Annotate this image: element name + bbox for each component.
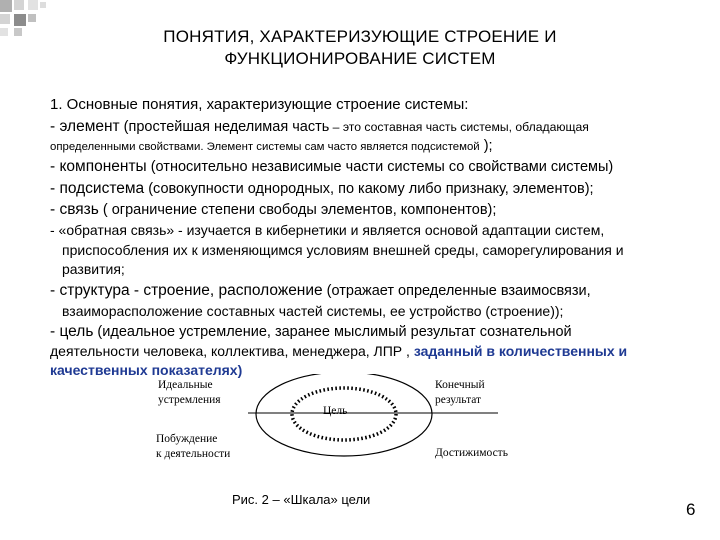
body-line-8: приспособления их к изменяющимся условиям внешней среды, саморегулирования и (62, 242, 624, 258)
body-line-13: деятельности человека, коллектива, менеджера, ЛПР , заданный в количественных и (50, 343, 628, 359)
term-element: - элемент (50, 118, 120, 135)
slide-title (100, 26, 620, 70)
body-line-6: - связь ( ограничение степени свободы элементов, компонентов); (50, 201, 497, 218)
corner-decoration (0, 0, 60, 45)
label-goal: Цель (323, 405, 348, 417)
page-number: 6 (686, 500, 696, 519)
label-achievability: Достижимость (435, 447, 508, 459)
goal-scale-diagram (148, 374, 588, 474)
body-line-11: взаиморасположение составных частей системы, ее устройство (строение)); (62, 303, 564, 319)
term-goal: - цель (50, 323, 94, 340)
body-line-10: - структура - строение, расположение (отражает определенные взаимосвязи, (50, 282, 591, 299)
title-line-1: ПОНЯТИЯ, ХАРАКТЕРИЗУЮЩИЕ СТРОЕНИЕ И (163, 27, 557, 46)
body-line-12: - цель (идеальное устремление, заранее мыслимый результат сознательной (50, 323, 572, 340)
title-line-2: ФУНКЦИОНИРОВАНИЕ СИСТЕМ (224, 49, 496, 68)
term-subsystem: - подсистема (50, 180, 145, 197)
label-ideal-aspirations: Идеальные устремления (158, 379, 221, 406)
term-components: - компоненты (50, 158, 147, 175)
body-line-1: 1. Основные понятия, характеризующие строение системы: (50, 96, 469, 113)
label-final-result: Конечный результат (435, 379, 485, 406)
figure-caption: Рис. 2 – «Шкала» цели (232, 492, 371, 507)
body-line-7: - «обратная связь» - изучается в кибернетики и является основой адаптации систем, (50, 222, 605, 238)
body-line-14: качественных показателях) (50, 362, 243, 378)
term-structure: - структура - строение, расположение (50, 282, 323, 299)
body-line-3: определенными свойствами. Элемент системы сам часто является подсистемой ); (50, 138, 493, 154)
body-line-9: развития; (62, 261, 125, 277)
term-link: - связь (50, 201, 99, 218)
label-motivation: Побуждение к деятельности (156, 433, 231, 460)
body-line-5: - подсистема (совокупности однородных, по какому либо признаку, элементов); (50, 180, 594, 197)
body-line-2: - элемент (простейшая неделимая часть – это составная часть системы, обладающая (50, 118, 589, 135)
body-line-4: - компоненты (относительно независимые части системы со свойствами системы) (50, 158, 614, 175)
